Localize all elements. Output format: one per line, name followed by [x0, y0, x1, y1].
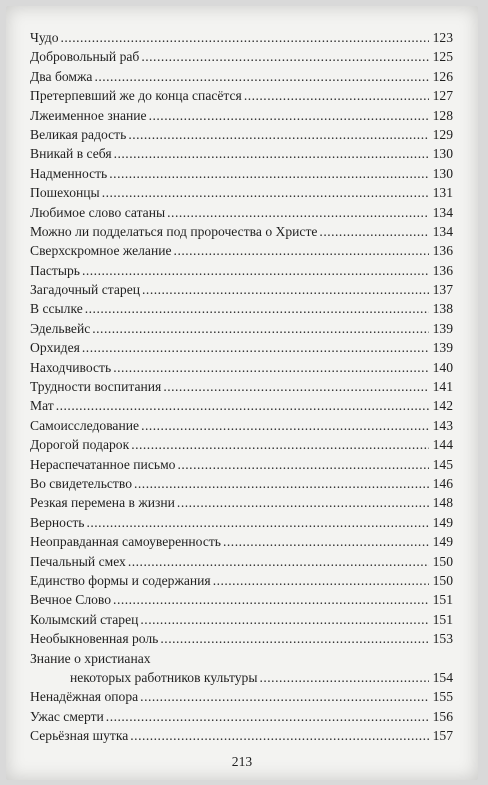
- toc-entry: [30, 649, 453, 668]
- dot-leader: [141, 416, 429, 435]
- toc-entry-page: 123: [432, 30, 453, 45]
- toc-entry-title: некоторых работников культуры: [70, 669, 258, 685]
- dot-leader: [140, 687, 429, 706]
- toc-entry: [30, 474, 453, 493]
- toc-entry-title: Любимое слово сатаны: [30, 204, 166, 220]
- page-number: 213: [231, 754, 253, 769]
- toc-entry-title: Претерпевший же до конца спасётся: [30, 88, 242, 104]
- toc-entry-title: Пошехонцы: [30, 185, 100, 201]
- toc-entry-title: Чудо: [30, 30, 59, 45]
- book-page: [6, 6, 478, 780]
- toc-entry-title: Можно ли подделаться под пророчества о Христе: [30, 223, 318, 239]
- toc-entry: [30, 610, 453, 629]
- toc-entry-title: Добровольный раб: [30, 49, 140, 65]
- toc-entry-page: 139: [432, 340, 453, 356]
- dot-leader: [177, 455, 429, 474]
- toc-entry: [30, 416, 453, 435]
- toc-entry-page: 134: [432, 204, 453, 220]
- toc-entry: [30, 493, 453, 512]
- toc-entry-title: Эдельвейс: [30, 320, 91, 336]
- toc-entry: [30, 358, 453, 377]
- dot-leader: [94, 67, 429, 86]
- toc-entry-title: Серьёзная шутка: [30, 728, 129, 744]
- toc-entry-page: 130: [432, 146, 453, 162]
- toc-entry: [30, 86, 453, 105]
- toc-entry: [30, 183, 453, 202]
- toc-entry-page: 155: [432, 689, 453, 705]
- dot-leader: [167, 203, 429, 222]
- toc-entry-title: В ссылке: [30, 301, 83, 317]
- toc-entry: [30, 241, 453, 260]
- dot-leader: [177, 493, 429, 512]
- toc-entry-title: Неоправданная самоуверенность: [30, 534, 221, 550]
- toc-entry-title: Два бомжа: [30, 68, 93, 84]
- toc-entry-page: 141: [432, 379, 453, 395]
- toc-entry-title: Находчивость: [30, 359, 112, 375]
- dot-leader: [149, 106, 429, 125]
- toc-entry-page: 142: [432, 398, 453, 414]
- toc-entry: [30, 47, 453, 66]
- toc-entry-page: 137: [432, 282, 453, 298]
- dot-leader: [259, 668, 429, 687]
- dot-leader: [128, 125, 429, 144]
- dot-leader: [92, 319, 429, 338]
- dot-leader: [128, 552, 429, 571]
- toc-entry-page: 154: [432, 669, 453, 685]
- toc-entry-page: 127: [432, 88, 453, 104]
- toc-entry: [30, 222, 453, 241]
- toc-entry: [30, 144, 453, 163]
- toc-entry-title: Трудности воспитания: [30, 379, 162, 395]
- dot-leader: [160, 629, 429, 648]
- toc-entry-page: 140: [432, 359, 453, 375]
- dot-leader: [102, 183, 429, 202]
- toc-entry-page: 149: [432, 514, 453, 530]
- toc-entry: [30, 532, 453, 551]
- toc-entry: [30, 28, 453, 47]
- toc-entry-page: 134: [432, 223, 453, 239]
- toc-entry-page: 151: [432, 611, 453, 627]
- toc-entry-page: 128: [432, 107, 453, 123]
- toc-entry-page: 136: [432, 243, 453, 259]
- toc-entry-page: 130: [432, 165, 453, 181]
- toc-entry-title: Сверхскромное желание: [30, 243, 172, 259]
- toc-entry-page: 149: [432, 534, 453, 550]
- toc-entry-page: 139: [432, 320, 453, 336]
- toc-entry-title: Самоисследование: [30, 417, 140, 433]
- dot-leader: [56, 396, 429, 415]
- dot-leader: [131, 435, 429, 454]
- toc-entry: [30, 338, 453, 357]
- toc-entry: [30, 280, 453, 299]
- toc-entry-title: Дорогой подарок: [30, 437, 130, 453]
- toc-entry: [30, 203, 453, 222]
- toc-entry-title: Колымский старец: [30, 611, 139, 627]
- toc-entry-page: 125: [432, 49, 453, 65]
- toc-entry-title: Ужас смерти: [30, 708, 104, 724]
- table-of-contents: [30, 28, 453, 745]
- toc-entry-title: Знание о христианах: [30, 650, 151, 666]
- toc-entry-page: 131: [432, 185, 453, 201]
- dot-leader: [114, 144, 429, 163]
- toc-entry-page: 150: [432, 572, 453, 588]
- toc-entry: [30, 261, 453, 280]
- toc-entry: [30, 319, 453, 338]
- toc-entry-page: 153: [432, 631, 453, 647]
- toc-entry-title: Вникай в себя: [30, 146, 112, 162]
- toc-entry-page: 146: [432, 475, 453, 491]
- toc-entry-page: 157: [432, 728, 453, 744]
- toc-entry-title: Верность: [30, 514, 85, 530]
- dot-leader: [134, 474, 429, 493]
- toc-entry: [30, 106, 453, 125]
- dot-leader: [82, 338, 429, 357]
- toc-entry: [30, 67, 453, 86]
- toc-entry-title: Печальный смех: [30, 553, 126, 569]
- toc-entry: [30, 377, 453, 396]
- dot-leader: [109, 164, 429, 183]
- toc-entry-title: Ненадёжная опора: [30, 689, 139, 705]
- dot-leader: [142, 280, 429, 299]
- toc-entry: [30, 552, 453, 571]
- toc-entry: [30, 125, 453, 144]
- dot-leader: [174, 241, 429, 260]
- dot-leader: [244, 86, 429, 105]
- dot-leader: [319, 222, 429, 241]
- toc-entry-title: Вечное Слово: [30, 592, 112, 608]
- dot-leader: [85, 299, 429, 318]
- toc-entry: [30, 435, 453, 454]
- toc-entry-title: Пастырь: [30, 262, 80, 278]
- toc-entry: [30, 629, 453, 648]
- toc-entry: [30, 455, 453, 474]
- dot-leader: [86, 513, 429, 532]
- toc-entry-page: 143: [432, 417, 453, 433]
- dot-leader: [113, 590, 429, 609]
- toc-entry-page: 148: [432, 495, 453, 511]
- toc-entry: [30, 513, 453, 532]
- dot-leader: [61, 28, 430, 47]
- toc-entry: [30, 590, 453, 609]
- toc-entry-title: Лжеименное знание: [30, 107, 147, 123]
- dot-leader: [140, 610, 429, 629]
- toc-entry-title: Великая радость: [30, 126, 127, 142]
- toc-entry-title: Орхидея: [30, 340, 80, 356]
- toc-entry: [30, 707, 453, 726]
- toc-entry-page: 136: [432, 262, 453, 278]
- dot-leader: [163, 377, 429, 396]
- toc-entry: [30, 571, 453, 590]
- toc-entry-title: Загадочный старец: [30, 282, 141, 298]
- toc-entry-page: 144: [432, 437, 453, 453]
- toc-entry-title: Резкая перемена в жизни: [30, 495, 175, 511]
- toc-entry-page: 138: [432, 301, 453, 317]
- dot-leader: [223, 532, 429, 551]
- toc-entry: [30, 726, 453, 745]
- dot-leader: [106, 707, 429, 726]
- toc-entry-title: Мат: [30, 398, 54, 414]
- toc-entry: [30, 687, 453, 706]
- toc-entry-page: 151: [432, 592, 453, 608]
- dot-leader: [113, 358, 429, 377]
- toc-entry-page: 145: [432, 456, 453, 472]
- toc-entry: [30, 299, 453, 318]
- toc-entry-title: Необыкновенная роль: [30, 631, 159, 647]
- toc-entry-title: Нераспечатанное письмо: [30, 456, 176, 472]
- toc-entry-title: Единство формы и содержания: [30, 572, 211, 588]
- toc-entry: [30, 164, 453, 183]
- toc-entry-page: 126: [432, 68, 453, 84]
- dot-leader: [141, 47, 429, 66]
- toc-entry: [30, 396, 453, 415]
- toc-entry-page: 156: [432, 708, 453, 724]
- toc-entry-page: 150: [432, 553, 453, 569]
- toc-entry-page: 129: [432, 126, 453, 142]
- toc-entry: [30, 668, 453, 687]
- dot-leader: [213, 571, 429, 590]
- toc-entry-title: Во свидетельство: [30, 475, 132, 491]
- dot-leader: [82, 261, 429, 280]
- dot-leader: [130, 726, 429, 745]
- toc-entry-title: Надменность: [30, 165, 108, 181]
